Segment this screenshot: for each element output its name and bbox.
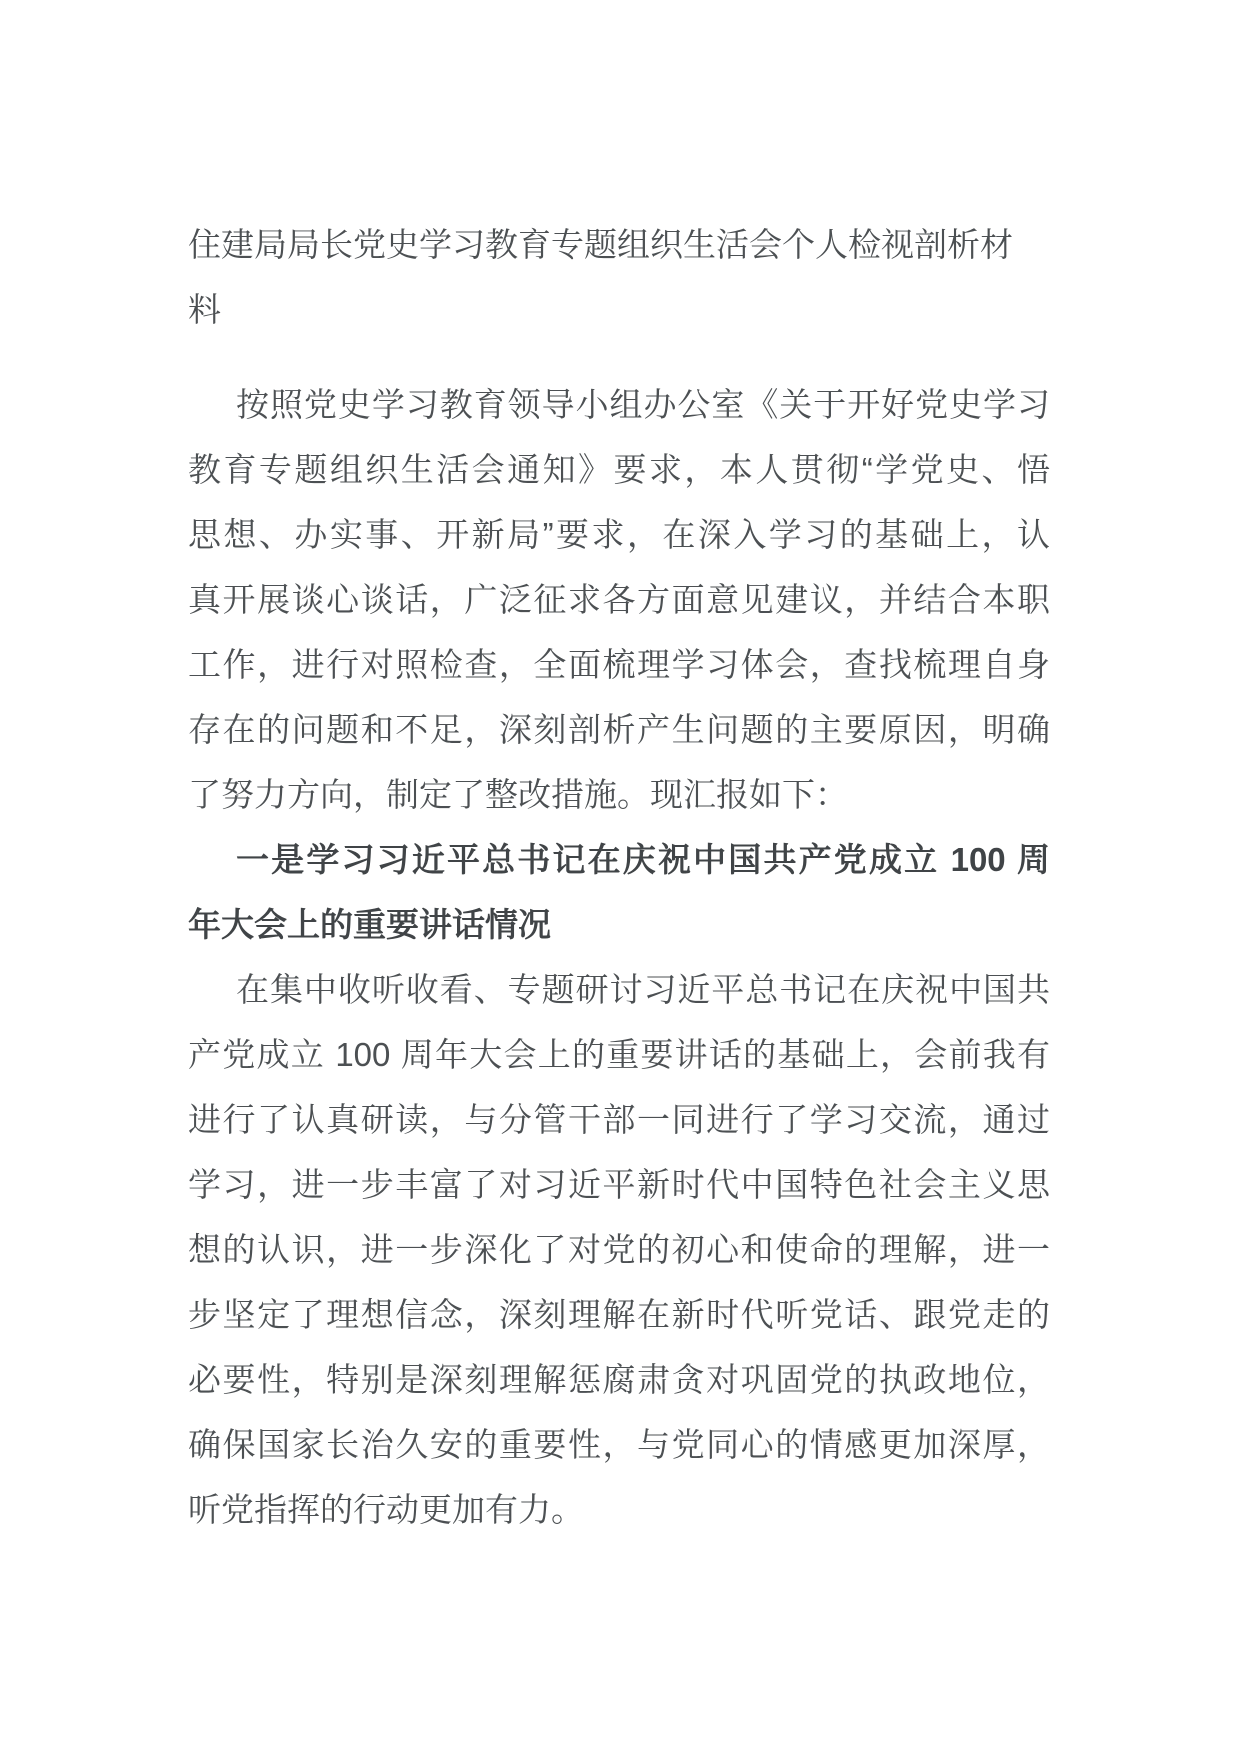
document-content xyxy=(188,212,1050,1542)
text-line: 料 xyxy=(188,291,221,328)
text-line: 在集中收听收看、专题研讨习近平总书记在庆祝中国共 xyxy=(236,971,1050,1008)
paragraph-intro xyxy=(188,372,1050,827)
text-line: 了努力方向，制定了整改措施。现汇报如下： xyxy=(188,776,848,813)
text-line: 想的认识，进一步深化了对党的初心和使命的理解，进一 xyxy=(188,1231,1050,1268)
text-line: 产党成立 100 周年大会上的重要讲话的基础上，会前我有 xyxy=(188,1036,1050,1073)
text-line: 教育专题组织生活会通知》要求，本人贯彻“学党史、悟 xyxy=(188,451,1050,488)
text-line: 真开展谈心谈话，广泛征求各方面意见建议，并结合本职 xyxy=(188,581,1050,618)
text-line: 进行了认真研读，与分管干部一同进行了学习交流，通过 xyxy=(188,1101,1050,1138)
text-line: 存在的问题和不足，深刻剖析产生问题的主要原因，明确 xyxy=(188,711,1050,748)
text-line: 按照党史学习教育领导小组办公室《关于开好党史学习 xyxy=(236,386,1050,423)
text-line: 听党指挥的行动更加有力。 xyxy=(188,1491,584,1528)
document-title xyxy=(188,212,1050,342)
text-line: 思想、办实事、开新局”要求，在深入学习的基础上，认 xyxy=(188,516,1050,553)
text-line: 年大会上的重要讲话情况 xyxy=(188,906,551,943)
section-heading xyxy=(188,827,1050,957)
text-line: 必要性，特别是深刻理解惩腐肃贪对巩固党的执政地位， xyxy=(188,1361,1050,1398)
text-line: 住建局局长党史学习教育专题组织生活会个人检视剖析材 xyxy=(188,226,1013,263)
text-line: 确保国家长治久安的重要性，与党同心的情感更加深厚， xyxy=(188,1426,1050,1463)
text-line: 步坚定了理想信念，深刻理解在新时代听党话、跟党走的 xyxy=(188,1296,1050,1333)
text-line: 学习，进一步丰富了对习近平新时代中国特色社会主义思 xyxy=(188,1166,1050,1203)
text-line: 一是学习习近平总书记在庆祝中国共产党成立 100 周 xyxy=(236,841,1050,878)
paragraph-section-body xyxy=(188,957,1050,1542)
text-line: 工作，进行对照检查，全面梳理学习体会，查找梳理自身 xyxy=(188,646,1050,683)
